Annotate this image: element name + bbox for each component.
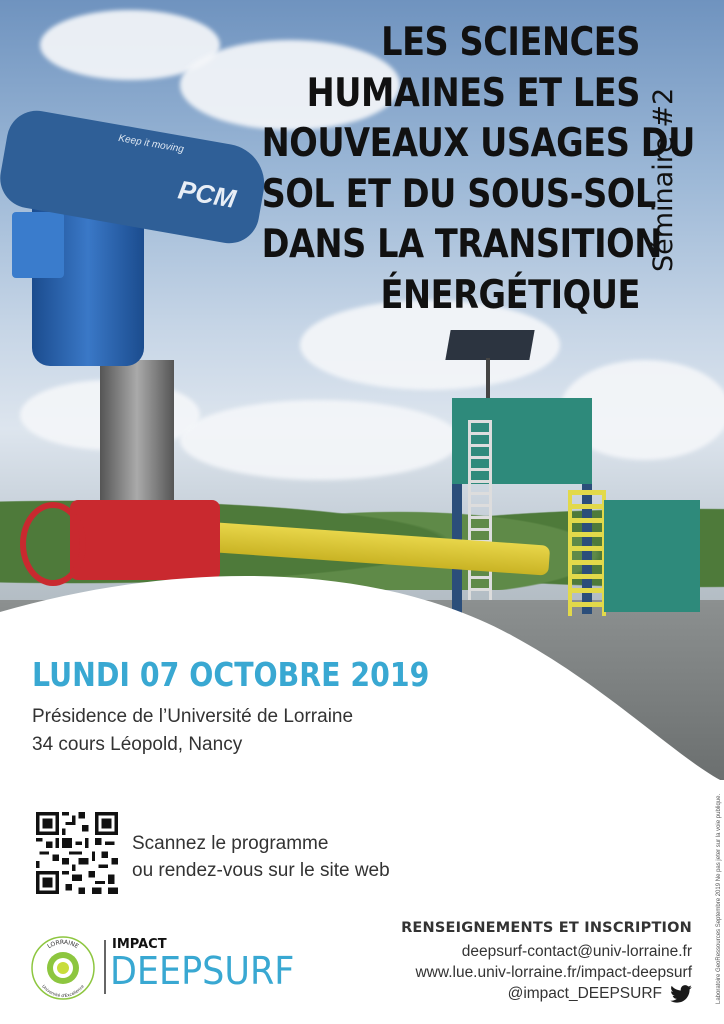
deepsurf-logo: DEEPSURF — [110, 949, 295, 993]
title-line: HUMAINES ET LES — [306, 70, 640, 116]
pump-brand: PCM — [175, 174, 239, 214]
lorraine-ring-bottom: Université d'Excellence — [41, 983, 85, 999]
qr-line-2: ou rendez-vous sur le site web — [132, 860, 390, 881]
contact-email[interactable]: deepsurf-contact@univ-lorraine.fr — [461, 943, 692, 960]
contact-website[interactable]: www.lue.univ-lorraine.fr/impact-deepsurf — [415, 964, 692, 981]
title-line: LES SCIENCES — [381, 20, 640, 65]
universite-lorraine-logo — [30, 935, 96, 1001]
qr-instructions — [132, 830, 390, 884]
lorraine-ring-top: LORRAINE — [46, 938, 80, 951]
event-date: LUNDI 07 OCTOBRE 2019 — [32, 655, 430, 694]
contact-block — [401, 920, 692, 1004]
qr-line-1: Scannez le programme — [132, 833, 329, 854]
title-line: DANS LA TRANSITION — [261, 222, 662, 267]
venue-address: 34 cours Léopold, Nancy — [32, 734, 243, 755]
impact-label: IMPACT — [112, 937, 167, 952]
printer-credit: Laboratoire GeoRessources Septembre 2019 Ne pas jeter sur la voie publique. — [716, 793, 722, 1004]
twitter-handle[interactable]: @impact_DEEPSURF — [507, 985, 662, 1002]
pump-label: Keep it moving — [117, 132, 185, 156]
logo-divider — [104, 940, 106, 994]
event-venue — [32, 703, 353, 759]
title-line: NOUVEAUX USAGES DU — [261, 121, 695, 166]
qr-code[interactable] — [36, 812, 118, 894]
qr-code-icon — [36, 812, 118, 894]
title-line: SOL ET DU SOUS-SOL — [261, 171, 656, 217]
seminar-number: Séminaire #2 — [648, 87, 679, 272]
twitter-bird-icon — [670, 985, 692, 1003]
contact-heading: RENSEIGNEMENTS ET INSCRIPTION — [401, 920, 692, 936]
venue-name: Présidence de l’Université de Lorraine — [32, 706, 354, 727]
title-line: ÉNERGÉTIQUE — [380, 272, 640, 318]
twitter-row[interactable] — [401, 983, 692, 1004]
